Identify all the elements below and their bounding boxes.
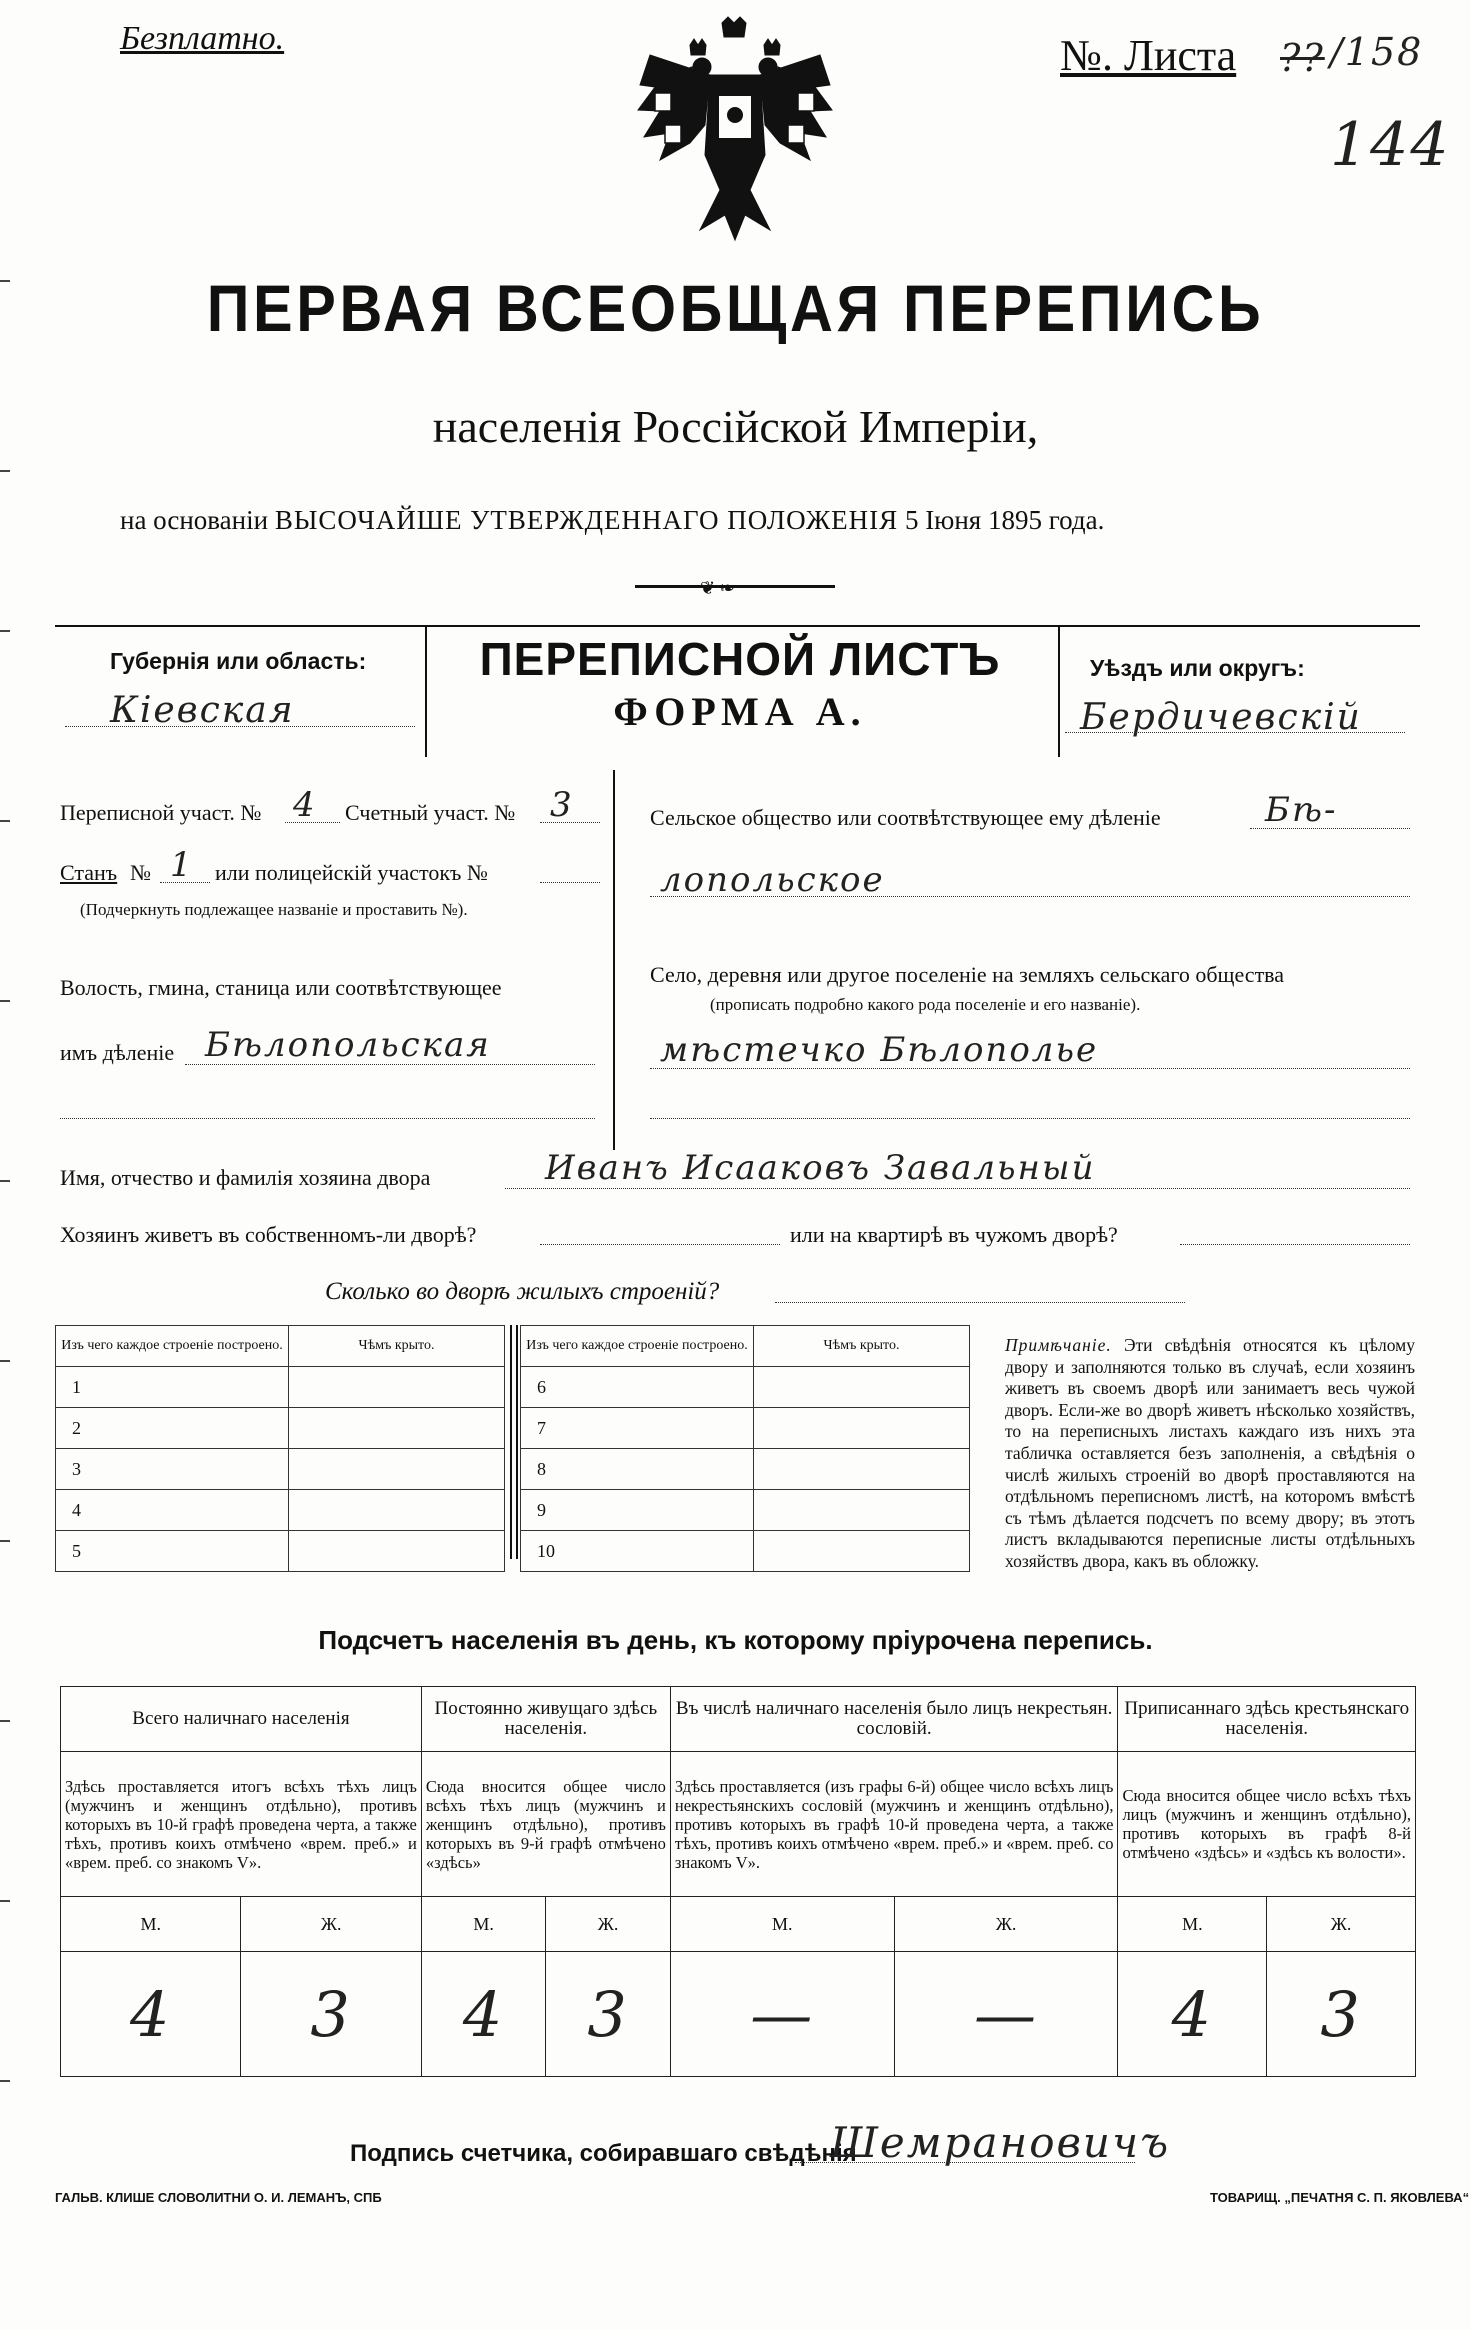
sheet-number-handwritten: /158 (1330, 30, 1424, 74)
imperial-eagle-emblem-icon (630, 15, 840, 255)
printer-left: ГАЛЬВ. КЛИШЕ СЛОВОЛИТНИ О. И. ЛЕМАНЪ, СПБ (55, 2190, 382, 2205)
uezd-value[interactable]: Бердичевскій (1080, 697, 1362, 738)
pop-col-header: Постоянно живущаго здѣсь населенія. (421, 1687, 670, 1752)
signature-value[interactable]: Шемрановичъ (830, 2118, 1171, 2167)
table-row (56, 1531, 505, 1572)
female-label: Ж. (241, 1897, 421, 1952)
female-label: Ж. (546, 1897, 670, 1952)
row-number: 5 (56, 1531, 289, 1572)
volost-label: Волость, гмина, станица или соотвѣтствующее (60, 975, 502, 1000)
village-label: Село, деревня или другое поселеніе на земляхъ сельскаго общества (650, 962, 1285, 987)
owner-line (505, 1188, 1410, 1189)
row-number: 2 (56, 1408, 289, 1449)
population-table (60, 1686, 1416, 2077)
counting-section-line (540, 822, 600, 823)
note-title: Примѣчаніе. (1005, 1335, 1112, 1355)
col-material: Изъ чего каждое строеніе построено. (521, 1326, 754, 1367)
population-title: Подсчетъ населенія въ день, къ которому пріурочена перепись. (318, 1625, 1153, 1655)
roof-cell[interactable] (289, 1408, 505, 1449)
pop-col-desc: Сюда вносится общее число всѣхъ тѣхъ лицъ (мужчинъ и женщинъ отдѣльно), противъ которыхъ въ 9-й графѣ отмѣчено «здѣсь» (421, 1752, 670, 1897)
volost-label-2: имъ дѣленіе (60, 1040, 175, 1065)
row-number: 1 (56, 1367, 289, 1408)
owner-value[interactable]: Иванъ Исааковъ Завальный (545, 1148, 1096, 1188)
table-row (521, 1449, 970, 1490)
roof-cell[interactable] (754, 1449, 970, 1490)
row-number: 3 (56, 1449, 289, 1490)
male-label: М. (61, 1897, 241, 1952)
table-row (56, 1367, 505, 1408)
buildings-table-right (520, 1325, 970, 1572)
table-double-divider (510, 1325, 512, 1559)
roof-cell[interactable] (754, 1408, 970, 1449)
male-label: М. (670, 1897, 894, 1952)
buildings-line (775, 1302, 1185, 1303)
stan-line (160, 882, 210, 883)
col-material: Изъ чего каждое строеніе построено. (56, 1326, 289, 1367)
pop-col-header: Въ числѣ наличнаго населенія было лицъ некрестьян. сословій. (670, 1687, 1118, 1752)
row-number: 10 (521, 1531, 754, 1572)
stan-no: № (130, 860, 151, 885)
counting-section-value[interactable]: 3 (550, 785, 574, 825)
note (1005, 1335, 1415, 1573)
roof-cell[interactable] (754, 1490, 970, 1531)
counting-section-label: Счетный участ. № (345, 800, 516, 825)
non-peasant-female-value[interactable]: — (894, 1952, 1118, 2077)
note-text: Эти свѣдѣнія относятся къ цѣлому двору и заполняются только въ случаѣ, если хозяинъ живетъ въ своемъ дворѣ или занимаетъ весь чужой дворъ. Если-же во дворѣ живетъ нѣсколько хозяйствъ, то на переписныхъ листахъ каждаго изъ нихъ эта табличка оставляется безъ заполненія, а свѣдѣнія о числѣ жилыхъ строеній во дворѣ проставляются на отдѣльномъ переписномъ листѣ, на которомъ вмѣстѣ съ тѣмъ дѣлается подсчетъ по всему двору; въ этотъ листъ вкладываются переписные листы отдѣльныхъ хозяйствъ двора, какъ въ обложку. (1005, 1335, 1415, 1571)
signature-label: Подпись счетчика, собиравшаго свѣдѣнія (350, 2140, 857, 2167)
table-row (56, 1408, 505, 1449)
village-line-2 (650, 1118, 1410, 1119)
total-female-value[interactable]: 3 (241, 1952, 421, 2077)
permanent-female-value[interactable]: 3 (546, 1952, 670, 2077)
admin-column-divider (613, 770, 615, 1150)
row-number: 7 (521, 1408, 754, 1449)
form-box-divider (425, 625, 427, 757)
ornament-divider (635, 585, 835, 588)
roof-cell[interactable] (754, 1531, 970, 1572)
table-row (521, 1490, 970, 1531)
total-male-value[interactable]: 4 (61, 1952, 241, 2077)
pop-col-desc: Здѣсь проставляется итогъ всѣхъ тѣхъ лицъ (мужчинъ и женщинъ отдѣльно), противъ которыхъ въ 10-й графѣ проведена черта, а также тѣхъ, противъ коихъ отмѣчено «врем. преб.» и «врем. преб. со знакомъ V». (61, 1752, 422, 1897)
rural-society-line-2 (650, 896, 1410, 897)
own-yard-label: Хозяинъ живетъ въ собственномъ-ли дворѣ? (60, 1222, 477, 1247)
table-row (521, 1531, 970, 1572)
sheet-number-handwritten-2: 144 (1330, 110, 1451, 180)
rented-label: или на квартирѣ въ чужомъ дворѣ? (790, 1222, 1118, 1247)
roof-cell[interactable] (289, 1367, 505, 1408)
gubernia-line (65, 726, 415, 727)
table-row (521, 1367, 970, 1408)
gubernia-label: Губернія или область: (110, 648, 367, 674)
village-value[interactable]: мѣстечко Бѣлополье (660, 1030, 1099, 1070)
census-section-value[interactable]: 4 (293, 785, 317, 825)
peasant-male-value[interactable]: 4 (1118, 1952, 1267, 2077)
rural-society-value-2[interactable]: лопольское (660, 860, 885, 900)
own-yard-line (540, 1244, 780, 1245)
police-section-label: или полицейскій участокъ № (215, 860, 488, 885)
signature-line (795, 2162, 1135, 2163)
table-row (521, 1408, 970, 1449)
row-number: 6 (521, 1367, 754, 1408)
col-roof: Чѣмъ крыто. (754, 1326, 970, 1367)
census-section-label: Переписной участ. № (60, 800, 262, 825)
pop-col-header: Всего наличнаго населенія (61, 1687, 422, 1752)
form-box-divider (1058, 625, 1060, 757)
gubernia-value[interactable]: Кіевская (110, 690, 295, 731)
village-line (650, 1068, 1410, 1069)
uezd-line (1065, 732, 1405, 733)
buildings-table-left (55, 1325, 505, 1572)
rented-line (1180, 1244, 1410, 1245)
pop-col-header: Приписаннаго здѣсь крестьянскаго населенія. (1118, 1687, 1416, 1752)
col-roof: Чѣмъ крыто. (289, 1326, 505, 1367)
row-number: 9 (521, 1490, 754, 1531)
rural-society-line (1250, 828, 1410, 829)
roof-cell[interactable] (289, 1531, 505, 1572)
police-section-line (540, 882, 600, 883)
document-subtitle: населенія Россійской Имперіи, (432, 401, 1039, 452)
stan-value[interactable]: 1 (170, 845, 194, 885)
rural-society-label: Сельское общество или соотвѣтствующее ему дѣленіе (650, 805, 1161, 830)
buildings-question: Сколько во дворѣ жилыхъ строеній? (325, 1278, 720, 1305)
census-section-line (285, 822, 340, 823)
sheet-number-struck: ?? (1280, 36, 1325, 80)
stan-label: Станъ (60, 860, 118, 885)
male-label: М. (421, 1897, 545, 1952)
row-number: 8 (521, 1449, 754, 1490)
pop-col-desc: Здѣсь проставляется (изъ графы 6-й) общее число всѣхъ лицъ некрестьянскихъ сословій (мужчинъ и женщинъ отдѣльно), противъ которыхъ въ графѣ 10-й проведена черта, а также тѣхъ, противъ коихъ отмѣчено «врем. преб.» и «врем. преб. со знакомъ V». (670, 1752, 1118, 1897)
pop-col-desc: Сюда вносится общее число всѣхъ тѣхъ лицъ (мужчинъ и женщинъ отдѣльно), противъ которыхъ въ графѣ 8-й отмѣчено «здѣсь» и «здѣсь къ волости». (1118, 1752, 1416, 1897)
table-row (56, 1449, 505, 1490)
table-double-divider (516, 1325, 518, 1559)
volost-value[interactable]: Бѣлопольская (205, 1025, 491, 1065)
rural-society-value[interactable]: Бѣ- (1265, 790, 1338, 830)
sheet-title: ПЕРЕПИСНОЙ ЛИСТЪ (479, 633, 1001, 685)
underline-note: (Подчеркнуть подлежащее названіе и проставить №). (80, 900, 468, 919)
village-note: (прописать подробно какого рода поселеніе и его названіе). (710, 995, 1141, 1014)
owner-label: Имя, отчество и фамилія хозяина двора (60, 1165, 431, 1190)
uezd-label: Уѣздъ или округъ: (1090, 655, 1305, 681)
volost-line-2 (60, 1118, 595, 1119)
free-label: Безплатно. (120, 20, 285, 57)
legal-basis: на основаніи ВЫСОЧАЙШЕ УТВЕРЖДЕННАГО ПОЛОЖЕНІЯ 5 Іюня 1895 года. (120, 505, 1105, 535)
roof-cell[interactable] (289, 1449, 505, 1490)
male-label: М. (1118, 1897, 1267, 1952)
volost-line (185, 1064, 595, 1065)
permanent-male-value[interactable]: 4 (421, 1952, 545, 2077)
non-peasant-male-value[interactable]: — (670, 1952, 894, 2077)
peasant-female-value[interactable]: 3 (1267, 1952, 1416, 2077)
sheet-form: ФОРМА А. (613, 689, 867, 734)
roof-cell[interactable] (289, 1490, 505, 1531)
sheet-number-label: №. Листа (1060, 31, 1237, 80)
female-label: Ж. (894, 1897, 1118, 1952)
document-title: ПЕРВАЯ ВСЕОБЩАЯ ПЕРЕПИСЬ (206, 271, 1265, 345)
table-row (56, 1490, 505, 1531)
row-number: 4 (56, 1490, 289, 1531)
female-label: Ж. (1267, 1897, 1416, 1952)
roof-cell[interactable] (754, 1367, 970, 1408)
ornament-icon: ❦ ❧ (700, 578, 735, 598)
printer-right: ТОВАРИЩ. „ПЕЧАТНЯ С. П. ЯКОВЛЕВА“ (1210, 2190, 1470, 2205)
